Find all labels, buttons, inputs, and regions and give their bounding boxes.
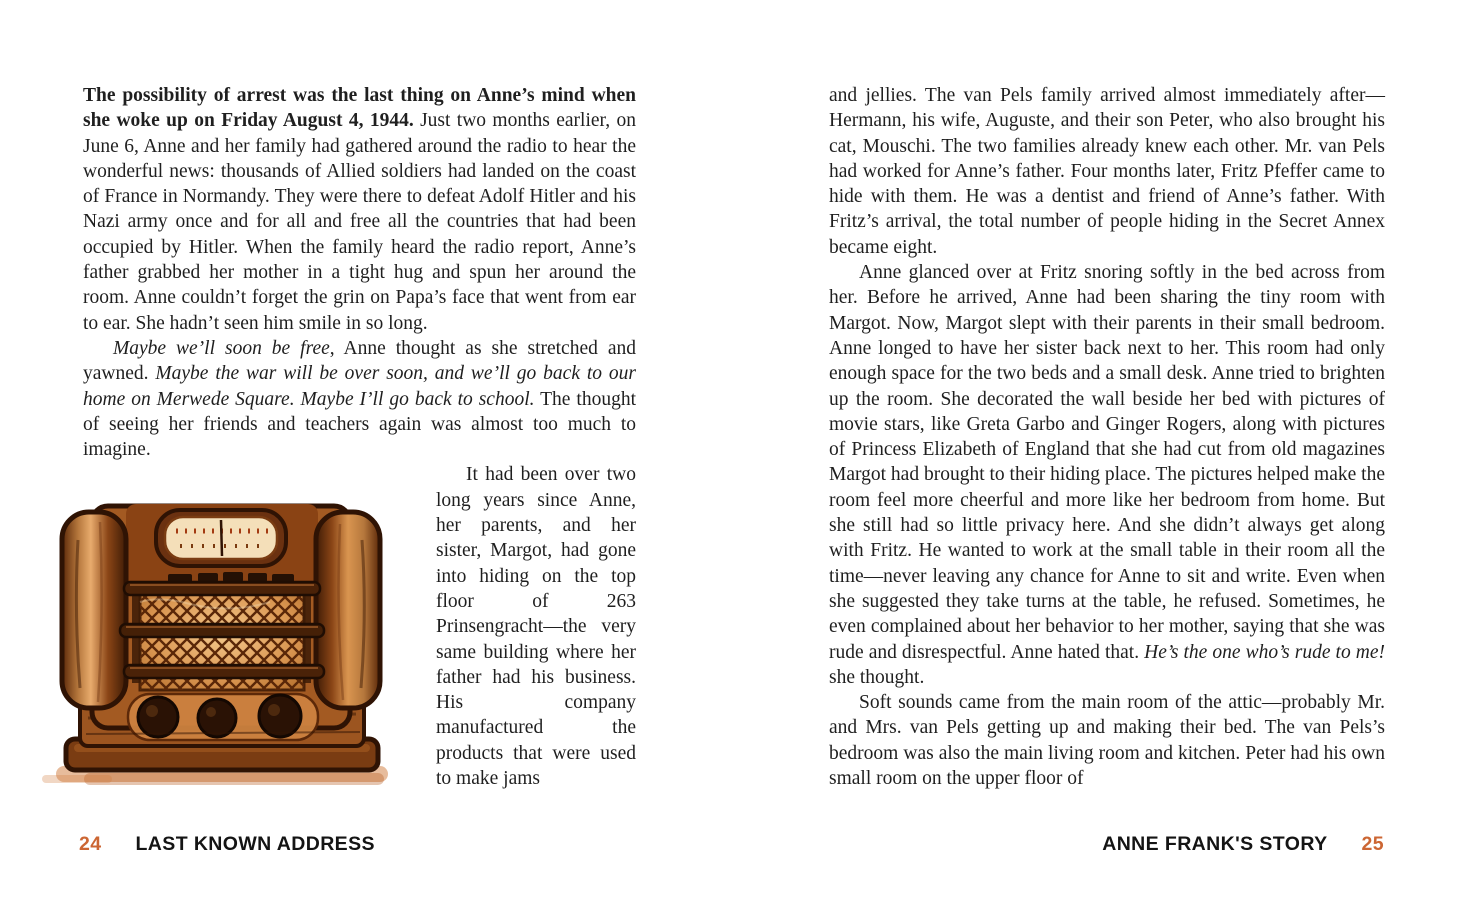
left-page-text-column bbox=[83, 83, 636, 792]
italic-thought-text: Maybe we’ll soon be free bbox=[113, 337, 330, 359]
left-paragraph-1 bbox=[83, 83, 636, 336]
paragraph-text: , Anne thought as she stretched and yawned. bbox=[83, 337, 636, 385]
paragraph-text: The thought of seeing her friends and teachers again was almost too much to imagine. bbox=[83, 388, 636, 461]
italic-thought-text: He’s the one who’s rude to me! bbox=[1144, 641, 1385, 663]
lead-in-bold-text: The possibility of arrest was the last thing on Anne’s mind when she woke up on Friday August 4, 1944. bbox=[83, 85, 636, 132]
left-paragraph-2 bbox=[83, 336, 636, 462]
paragraph-text: Anne glanced over at Fritz snoring softly in the bed across from her. Before he arrived, Anne had been sharing the tiny room with Margot. Now, Margot slept with their parents in their small bedroom. Anne longed to have her sister back next to her. This room had only enough space for the two beds and a small desk. Anne tried to brighten up the room. She decorated the wall beside her bed with pictures of movie stars, like Greta Garbo and Ginger Rogers, along with pictures of Princess Elizabeth of England that she had cut from old magazines Margot had brought to their hiding place. The pictures helped make the room feel more cheerful and more like her bedroom from home. But she still had so little privacy here. And she didn’t always get along with Fritz. He wanted to work at the small table in their room all the time—never leaving any chance for Anne to sit and write. Even when she suggested they take turns at the table, he refused. Sometimes, he even complained about her behavior to her mother, saying that she was rude and disrespectful. Anne hated that. bbox=[829, 262, 1385, 663]
vintage-radio-illustration bbox=[40, 462, 400, 792]
left-page-footer bbox=[79, 833, 375, 856]
running-title: ANNE FRANK'S STORY bbox=[1102, 833, 1328, 855]
page-number: 24 bbox=[79, 833, 102, 855]
paragraph-text: she thought. bbox=[829, 666, 925, 688]
right-paragraph-3: Soft sounds came from the main room of the attic—probably Mr. and Mrs. van Pels getting up and making their bed. The van Pels’s bedroom was also the main living room and kitchen. Peter had his own small room on the upper floor of bbox=[829, 692, 1385, 790]
running-title: LAST KNOWN ADDRESS bbox=[135, 833, 375, 855]
right-paragraph-2 bbox=[829, 260, 1385, 690]
right-page-footer bbox=[1102, 833, 1384, 856]
italic-thought-text: Maybe the war will be over soon, and we’ll go back to our home on Merwede Square. Maybe I’ll go back to school. bbox=[83, 363, 636, 410]
paragraph-text: Just two months earlier, on June 6, Anne and her family had gathered around the radio to hear the wonderful news: thousands of Allied soldiers had landed on the coast of France in Normandy. They were there to defeat Adolf Hitler and his Nazi army once and for all and free all the countries that had been occupied by Hitler. When the family heard the radio report, Anne’s father grabbed her mother in a tight hug and spun her around the room. Anne couldn’t forget the grin on Papa’s face that went from ear to ear. She hadn’t seen him smile in so long. bbox=[83, 110, 636, 334]
right-page-text-column bbox=[829, 83, 1385, 791]
page-number: 25 bbox=[1361, 833, 1384, 855]
left-paragraph-3: It had been over two long years since Anne, her parents, and her sister, Margot, had gone into hiding on the top floor of 263 Prinsengracht—the very same building where her father had his business. His company manufactured the products that were used to make jams bbox=[436, 464, 636, 790]
right-paragraph-1: and jellies. The van Pels family arrived almost immediately after—Hermann, his wife, Auguste, and their son Peter, who also brought his cat, Mouschi. The two families already knew each other. Mr. van Pels had worked for Anne’s father. Four months later, Fritz Pfeffer came to hide with them. He was a dentist and friend of Anne’s father. With Fritz’s arrival, the total number of people hiding in the Secret Annex became eight. bbox=[829, 85, 1385, 258]
vintage-radio-svg bbox=[40, 492, 400, 792]
